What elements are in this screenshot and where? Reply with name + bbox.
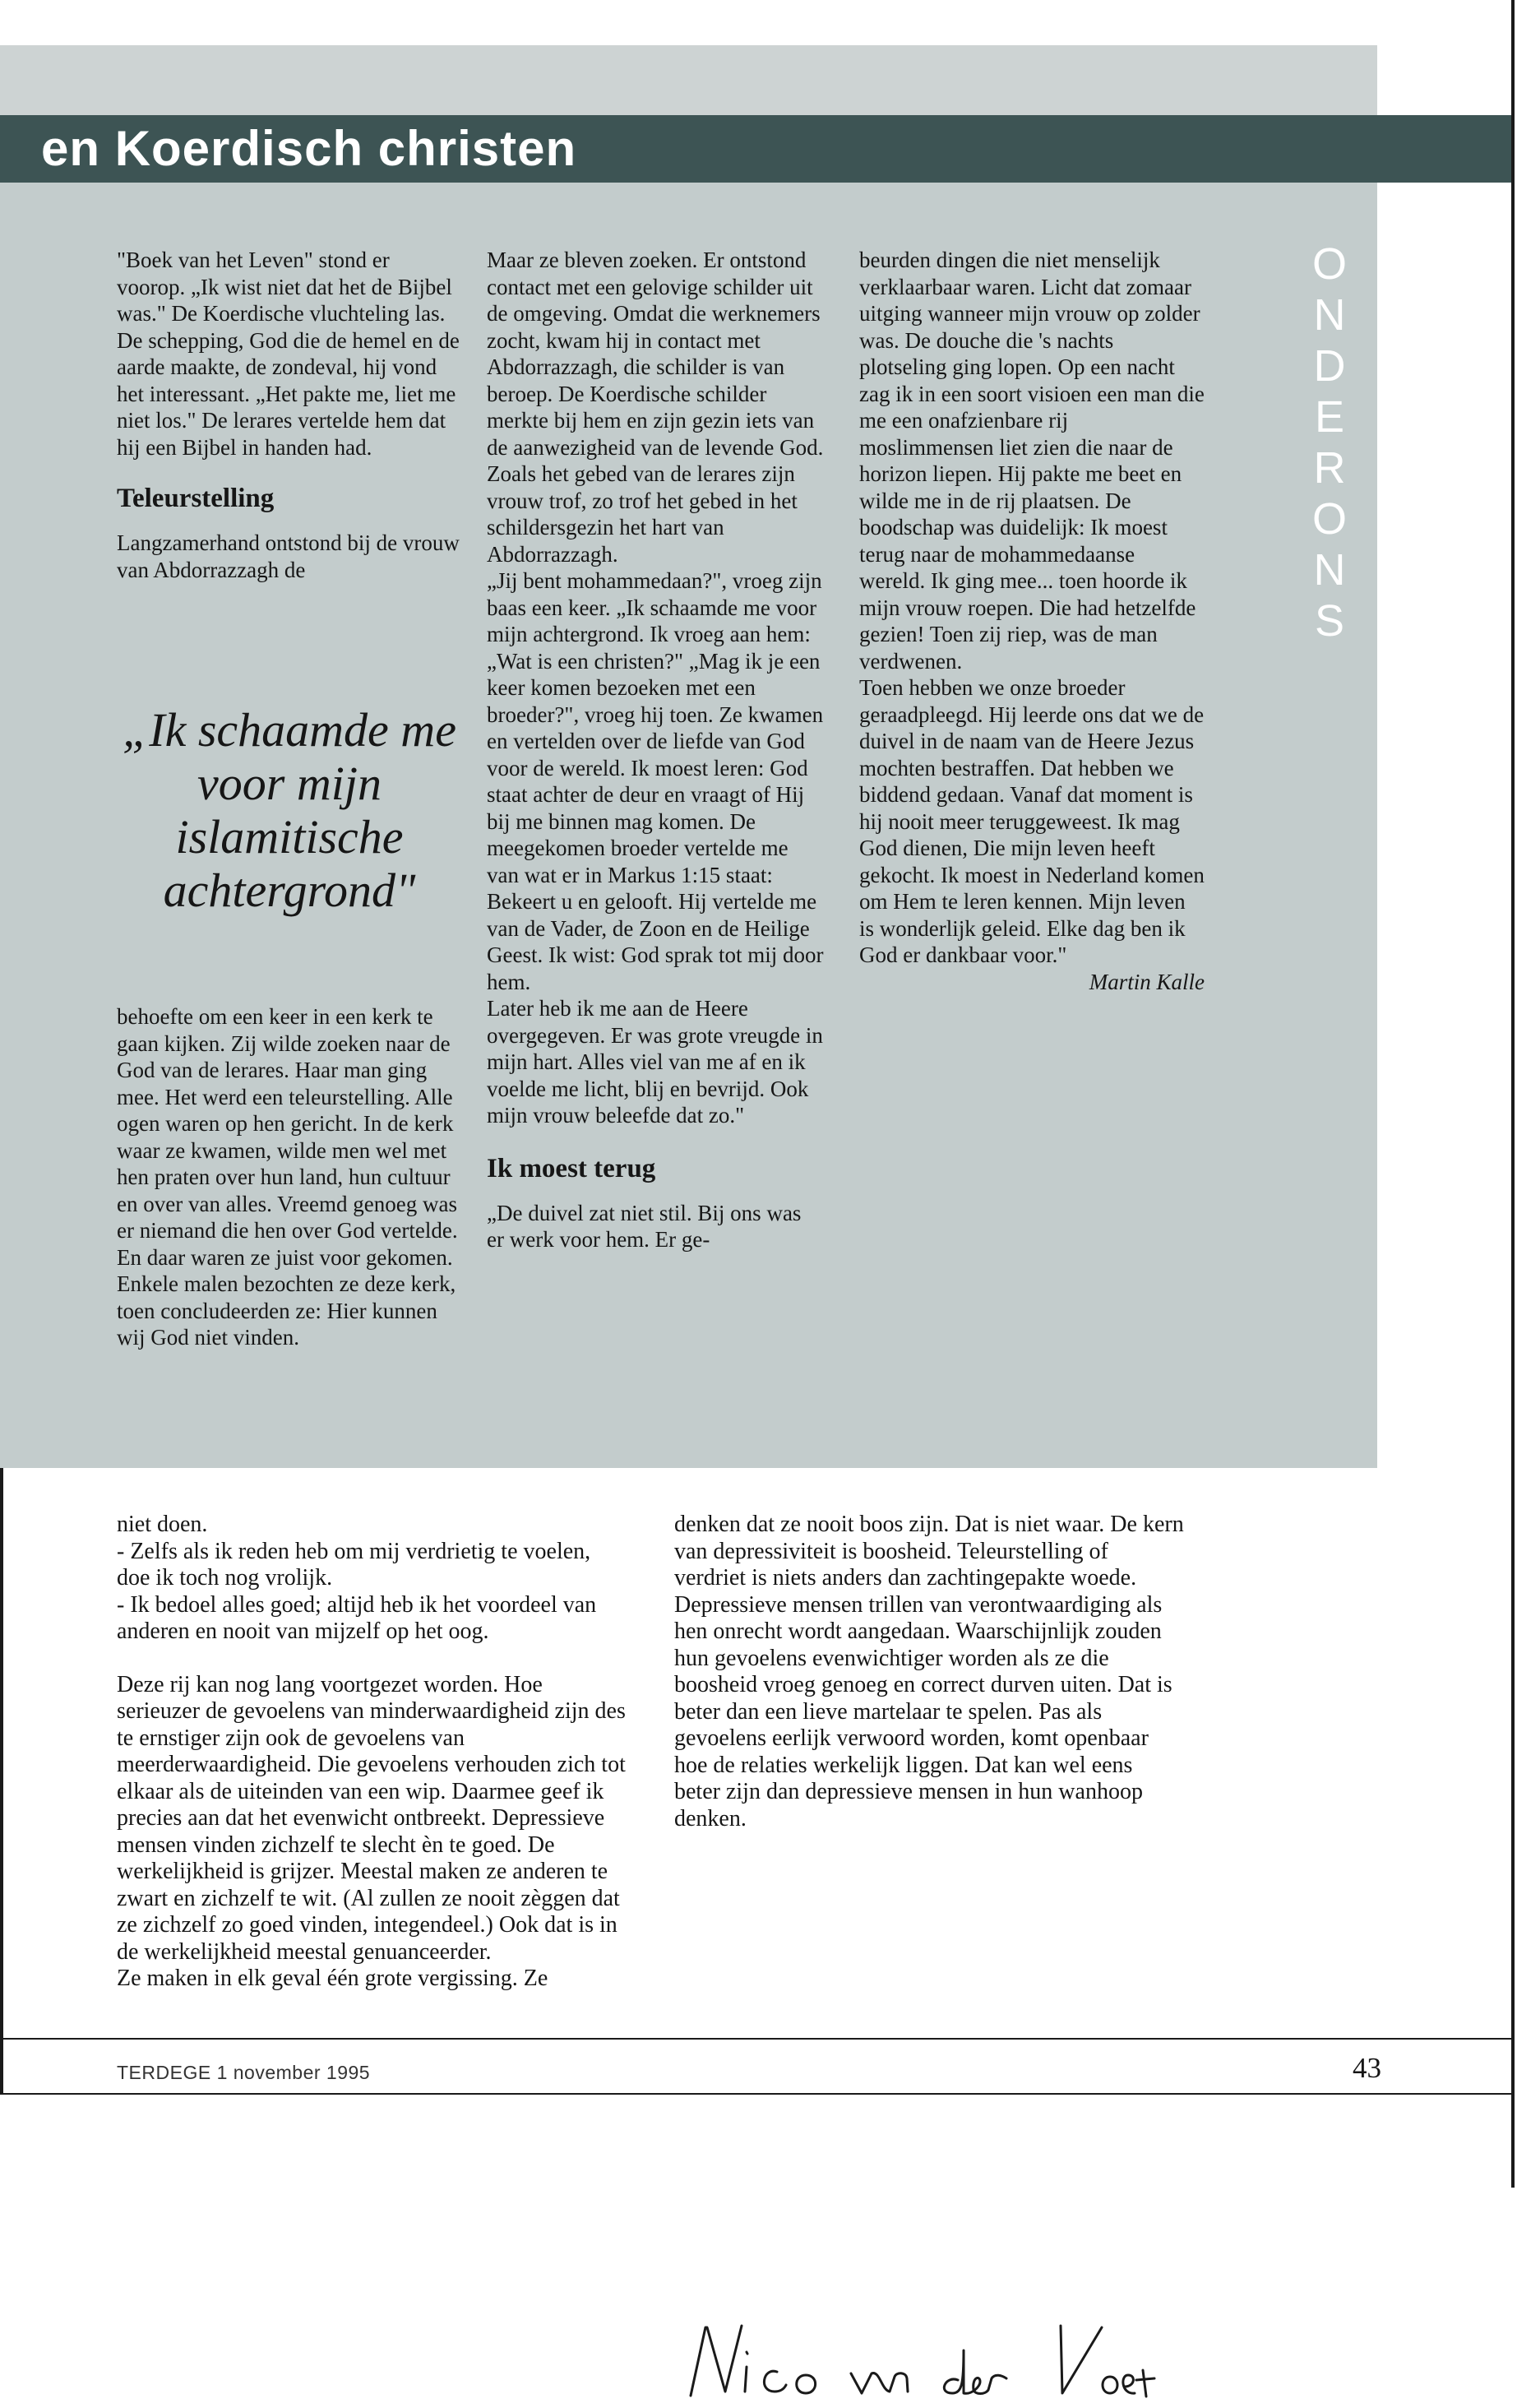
paragraph: Maar ze bleven zoeken. Er ontstond contact met een gelovige schilder uit de omgeving. Omdat die werknemers zocht, kwam hij in contact met Abdorrazzagh, die schilder is van beroep. De Koerdische schilder merkte bij hem en zijn gezin iets van de aanwezigheid van de levende God. Zoals het gebed van de lerares zijn vrouw trof, zo trof het gebed in het schildersgezin het hart van Abdorrazzagh.	[487, 248, 824, 567]
lower-column-right	[674, 1512, 1184, 1832]
left-border	[0, 1468, 3, 2093]
paragraph: Toen hebben we onze broeder geraadpleegd. Hij leerde ons dat we de duivel in de naam van de Heere Jezus mochten bestraffen. Dat hebben we biddend gedaan. Vanaf dat moment is hij nooit meer teruggeweest. Ik mag God dienen, Die mijn leven heeft gekocht. Ik moest in Nederland komen om Hem te leren kennen. Mijn leven is wonderlijk geleid. Elke dag ben ik God er dankbaar voor."	[859, 675, 1205, 967]
article-column-2	[487, 247, 824, 1253]
right-border	[1511, 0, 1515, 2188]
article-title: en Koerdisch christen	[0, 115, 1511, 183]
paragraph: behoefte om een keer in een kerk te gaan kijken. Zij wilde zoeken naar de God van de lerares. Haar man ging mee. Het werd een teleurstelling. Alle ogen waren op hen gericht. In de kerk waar ze kwamen, wilde men wel met hen praten over hun land, hun cultuur en over van alles. Vreemd genoeg was er niemand die hen over God vertelde. En daar waren ze juist voor gekomen. Enkele malen bezochten ze deze kerk, toen concludeerden ze: Hier kunnen wij God niet vinden.	[117, 1004, 458, 1350]
section-letter: S	[1314, 596, 1345, 646]
section-letter: O	[1311, 494, 1347, 544]
article-column-1-lower	[117, 1003, 462, 1351]
paragraph: "Boek van het Leven" stond er voorop. „Ik wist niet dat het de Bijbel was." De Koerdische vluchteling las. De schepping, God die de hemel en de aarde maakte, de zondeval, hij vond het interessant. „Het pakte me, liet me niet los." De lerares vertelde hem dat hij een Bijbel in handen had.	[117, 248, 460, 460]
list-item: - Zelfs als ik reden heb om mij verdrietig te voelen, doe ik toch nog vrolijk.	[117, 1538, 591, 1591]
section-letter: N	[1313, 290, 1346, 340]
paragraph: denken dat ze nooit boos zijn. Dat is niet waar. De kern van depressiviteit is boosheid. Teleurstelling of verdriet is niets anders dan zachtingepakte woede. Depressieve mensen trillen van verontwaardiging als hen onrecht wordt aangedaan. Waarschijnlijk zouden hun gevoelens evenwichtiger worden als ze die boosheid vroeg genoeg en correct durven uiten. Dat is beter dan een lieve martelaar te spelen. Pas als gevoelens eerlijk verwoord worden, komt openbaar hoe de relaties werkelijk liggen. Dat kan wel eens beter zijn dan depressieve mensen in hun wanhoop denken.	[674, 1512, 1184, 1831]
list-item: - Ik bedoel alles goed; altijd heb ik het voordeel van anderen en nooit van mijzelf op het oog.	[117, 1591, 597, 1644]
page-number: 43	[1353, 2052, 1381, 2084]
lower-column-left	[117, 1512, 627, 1993]
section-letter: N	[1313, 545, 1346, 595]
footer-publication: TERDEGE 1 november 1995	[117, 2062, 371, 2083]
paragraph: Langzamerhand ontstond bij de vrouw van Abdorrazzagh de	[117, 530, 460, 582]
top-shade	[0, 45, 1377, 115]
paragraph: „De duivel zat niet stil. Bij ons was er werk voor hem. Er ge-	[487, 1200, 802, 1252]
section-letter: E	[1314, 392, 1345, 442]
paragraph: Ze maken in elk geval één grote vergissing. Ze	[117, 1966, 548, 1991]
article-column-3	[859, 247, 1205, 995]
handwritten-signature	[674, 2318, 1168, 2408]
section-letter: O	[1311, 239, 1347, 289]
author-byline: Martin Kalle	[1089, 969, 1205, 994]
article-column-1	[117, 247, 462, 583]
subheading-teleurstelling: Teleurstelling	[117, 484, 275, 513]
paragraph: beurden dingen die niet menselijk verklaarbaar waren. Licht dat zomaar uitging wanneer mijn vrouw op zolder was. De douche die 's nachts plotseling ging lopen. Op een nacht zag ik in een soort visioen een man die me een onafzienbare rij moslimmensen liet zien die naar de horizon liepen. Hij pakte me beet en wilde me in de rij plaatsen. De boodschap was duidelijk: Ik moest terug naar de mohammedaanse wereld. Ik ging mee... toen hoorde ik mijn vrouw roepen. Die had hetzelfde gezien! Toen zij riep, was de man verdwenen.	[859, 248, 1205, 674]
subheading-ik-moest-terug: Ik moest terug	[487, 1153, 656, 1183]
section-letter: R	[1313, 443, 1346, 493]
section-letter: D	[1313, 341, 1346, 391]
section-label	[1301, 238, 1358, 646]
paragraph: Deze rij kan nog lang voortgezet worden. Hoe serieuzer de gevoelens van minderwaardigheid zijn des te ernstiger zijn ook de gevoelens van meerderwaardigheid. Die gevoelens verhouden zich tot elkaar als de uiteinden van een wip. Daarmee geef ik precies aan dat het evenwicht ontbreekt. Depressieve mensen vinden zichzelf te slecht èn te goed. De werkelijkheid is grijzer. Meestal maken ze anderen te zwart en zichzelf te wit. (Al zullen ze nooit zèggen dat ze zichzelf zo goed vinden, integendeel.) Ook dat is in de werkelijkheid meestal genuanceerder.	[117, 1671, 626, 1965]
footer-rule	[0, 2093, 1511, 2095]
footer-rule	[0, 2038, 1511, 2040]
paragraph: Later heb ik me aan de Heere overgegeven. Er was grote vreugde in mijn hart. Alles viel van me af en ik voelde me licht, blij en bevrijd. Ook mijn vrouw beleefde dat zo."	[487, 996, 823, 1128]
paragraph: „Jij bent mohammedaan?", vroeg zijn baas een keer. „Ik schaamde me voor mijn achtergrond. Ik vroeg aan hem: „Wat is een christen?" „Mag ik je een keer komen bezoeken met een broeder?", vroeg hij toen. Ze kwamen en vertelden over de liefde van God voor de wereld. Ik moest leren: God staat achter de deur en vraagt of Hij bij me binnen mag komen. De meegekomen broeder vertelde me van wat er in Markus 1:15 staat: Bekeert u en gelooft. Hij vertelde me van de Vader, de Zoon en de Heilige Geest. Ik wist: God sprak tot mij door hem.	[487, 568, 824, 994]
paragraph: niet doen.	[117, 1512, 208, 1537]
pull-quote: „Ik schaamde me voor mijn islamitische achtergrond"	[123, 703, 456, 917]
